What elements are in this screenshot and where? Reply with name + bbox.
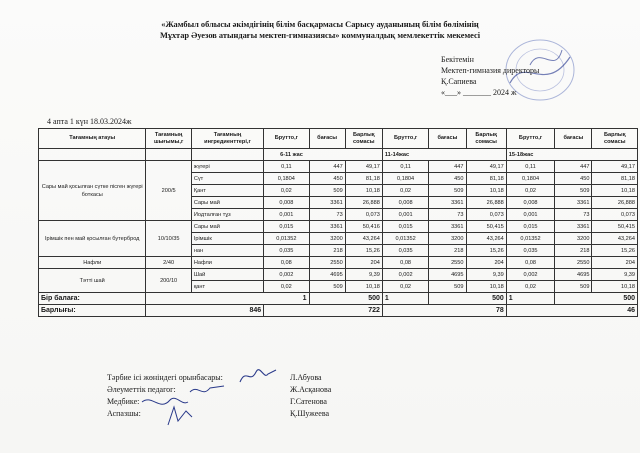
value-cell: 0,015 (506, 221, 555, 233)
value-cell: 0,11 (506, 161, 555, 173)
value-cell: 0,035 (382, 245, 428, 257)
value-cell: 73 (555, 209, 592, 221)
value-cell: 49,17 (466, 161, 506, 173)
header-line-1: «Жамбыл облысы әкімдігінің білім басқармасы Сарысу ауданының білім бөлімінің (161, 20, 479, 29)
dish-yield-cell: 200/10 (146, 269, 191, 293)
value-cell: 450 (555, 173, 592, 185)
total-value: 78 (382, 305, 506, 317)
value-cell: 10,18 (345, 281, 382, 293)
col-header: бағасы (309, 129, 345, 149)
value-cell: 0,01352 (382, 233, 428, 245)
total-row (39, 305, 638, 317)
col-header: Барлық сомасы (592, 129, 638, 149)
col-header: бағасы (555, 129, 592, 149)
table-row (39, 221, 638, 233)
dish-yield-cell: 2/40 (146, 257, 191, 269)
ingredient-cell: қант (191, 281, 263, 293)
ingredient-cell: жүгері (191, 161, 263, 173)
dish-name-cell: Ірімшік пен май қосылған бутерброд (39, 221, 146, 257)
total-value: 722 (264, 305, 383, 317)
approval-line-4: «___» _______ 2024 ж (441, 88, 517, 97)
value-cell: 450 (309, 173, 345, 185)
ingredient-cell: Шай (191, 269, 263, 281)
ingredient-cell: Иодталған тұз (191, 209, 263, 221)
value-cell: 50,416 (345, 221, 382, 233)
value-cell: 43,264 (592, 233, 638, 245)
value-cell: 0,02 (506, 185, 555, 197)
name-social-pedagog: Ж.Асқанова (290, 385, 332, 394)
header-line-2: Мұхтар Әуезов атындағы мектеп-гимназиясы» коммуналдық мемлекеттік мекемесі (159, 31, 481, 40)
value-cell: 0,035 (506, 245, 555, 257)
value-cell: 26,888 (345, 197, 382, 209)
value-cell: 0,08 (382, 257, 428, 269)
per-child-value: 500 (555, 293, 638, 305)
value-cell: 3361 (309, 221, 345, 233)
col-header: Тағамның шығымы,г (146, 129, 191, 149)
value-cell: 0,001 (506, 209, 555, 221)
value-cell: 43,264 (345, 233, 382, 245)
value-cell: 81,18 (466, 173, 506, 185)
col-header: Тағамның атауы (39, 129, 146, 149)
value-cell: 49,17 (592, 161, 638, 173)
table-row (39, 257, 638, 269)
value-cell: 0,001 (264, 209, 309, 221)
value-cell: 218 (429, 245, 466, 257)
value-cell: 81,18 (592, 173, 638, 185)
value-cell: 0,008 (382, 197, 428, 209)
menu-table (38, 128, 638, 317)
value-cell: 0,1804 (506, 173, 555, 185)
value-cell: 0,1804 (382, 173, 428, 185)
ingredient-cell: нан (191, 245, 263, 257)
value-cell: 10,18 (592, 281, 638, 293)
value-cell: 0,02 (382, 185, 428, 197)
value-cell: 3361 (555, 197, 592, 209)
value-cell: 509 (429, 185, 466, 197)
value-cell: 0,073 (345, 209, 382, 221)
ingredient-cell: Сары май (191, 221, 263, 233)
value-cell: 2550 (555, 257, 592, 269)
per-child-value: 1 (146, 293, 309, 305)
value-cell: 509 (555, 281, 592, 293)
value-cell: 10,18 (592, 185, 638, 197)
value-cell: 10,18 (345, 185, 382, 197)
table-header-row (39, 129, 638, 149)
value-cell: 49,17 (345, 161, 382, 173)
dish-name-cell: Сары май қосылған сүтке пісген жүгері боткасы (39, 161, 146, 221)
value-cell: 509 (555, 185, 592, 197)
value-cell: 15,26 (592, 245, 638, 257)
col-header: Барлық сомасы (466, 129, 506, 149)
age-group-label: 11-14жас (382, 149, 506, 161)
per-child-row (39, 293, 638, 305)
value-cell: 2550 (429, 257, 466, 269)
role-social-pedagog: Әлеуметтік педагог: (107, 385, 176, 394)
signature-names (290, 372, 331, 420)
value-cell: 509 (309, 185, 345, 197)
value-cell: 73 (429, 209, 466, 221)
value-cell: 4695 (555, 269, 592, 281)
value-cell: 509 (429, 281, 466, 293)
value-cell: 3361 (309, 197, 345, 209)
value-cell: 0,11 (264, 161, 309, 173)
value-cell: 0,08 (264, 257, 309, 269)
value-cell: 0,002 (382, 269, 428, 281)
value-cell: 0,002 (264, 269, 309, 281)
ingredient-cell: Сары май (191, 197, 263, 209)
role-cook: Аспазшы: (107, 409, 141, 418)
role-nurse: Медбике: (107, 397, 140, 406)
value-cell: 10,18 (466, 185, 506, 197)
value-cell: 204 (592, 257, 638, 269)
approval-line-3: Қ.Сапиева (441, 77, 477, 86)
dish-name-cell: Тәтті шай (39, 269, 146, 293)
value-cell: 3200 (309, 233, 345, 245)
value-cell: 0,002 (506, 269, 555, 281)
value-cell: 509 (309, 281, 345, 293)
total-label: Барлығы: (39, 305, 146, 317)
approval-line-1: Бекітемін (441, 55, 474, 64)
name-nurse: Г.Сатенова (290, 397, 327, 406)
value-cell: 0,073 (466, 209, 506, 221)
value-cell: 204 (345, 257, 382, 269)
value-cell: 0,035 (264, 245, 309, 257)
value-cell: 3361 (555, 221, 592, 233)
value-cell: 9,39 (466, 269, 506, 281)
value-cell: 0,015 (382, 221, 428, 233)
total-value: 846 (146, 305, 264, 317)
value-cell: 15,26 (466, 245, 506, 257)
name-deputy: Л.Абуова (290, 373, 322, 382)
role-deputy: Тәрбие ісі жөніндегі орынбасары: (107, 373, 223, 382)
value-cell: 0,02 (506, 281, 555, 293)
value-cell: 9,39 (592, 269, 638, 281)
value-cell: 0,073 (592, 209, 638, 221)
per-child-value: 500 (429, 293, 506, 305)
value-cell: 0,008 (506, 197, 555, 209)
value-cell: 447 (429, 161, 466, 173)
col-header: Тағамның ингредиенттері,г (191, 129, 263, 149)
col-header: Брутто,г (264, 129, 309, 149)
value-cell: 0,1804 (264, 173, 309, 185)
value-cell: 3200 (555, 233, 592, 245)
value-cell: 450 (429, 173, 466, 185)
value-cell: 26,888 (592, 197, 638, 209)
signature-1 (238, 366, 278, 386)
col-header: Брутто,г (382, 129, 428, 149)
per-child-label: Бір балаға: (39, 293, 146, 305)
value-cell: 73 (309, 209, 345, 221)
value-cell: 81,18 (345, 173, 382, 185)
age-group-label: 6-11 жас (264, 149, 383, 161)
ingredient-cell: Ірімшік (191, 233, 263, 245)
dish-yield-cell: 200/5 (146, 161, 191, 221)
value-cell: 3200 (429, 233, 466, 245)
dish-yield-cell: 10/10/35 (146, 221, 191, 257)
value-cell: 26,888 (466, 197, 506, 209)
value-cell: 0,01352 (264, 233, 309, 245)
name-cook: Қ.Шужеева (290, 409, 330, 418)
approval-line-2: Мектеп-гимназия директоры (441, 66, 540, 75)
table-row (39, 161, 638, 173)
table-row (39, 269, 638, 281)
value-cell: 4695 (429, 269, 466, 281)
value-cell: 204 (466, 257, 506, 269)
age-group-row (39, 149, 638, 161)
value-cell: 50,415 (466, 221, 506, 233)
ingredient-cell: Қант (191, 185, 263, 197)
value-cell: 0,015 (264, 221, 309, 233)
col-header: Барлық сомасы (345, 129, 382, 149)
value-cell: 447 (309, 161, 345, 173)
value-cell: 0,11 (382, 161, 428, 173)
signature-roles (107, 372, 223, 420)
week-day-line: 4 апта 1 күн 18.03.2024ж (47, 117, 132, 126)
value-cell: 218 (555, 245, 592, 257)
value-cell: 10,18 (466, 281, 506, 293)
value-cell: 9,39 (345, 269, 382, 281)
value-cell: 218 (309, 245, 345, 257)
value-cell: 43,264 (466, 233, 506, 245)
value-cell: 0,02 (264, 185, 309, 197)
value-cell: 3361 (429, 221, 466, 233)
value-cell: 0,02 (382, 281, 428, 293)
value-cell: 4695 (309, 269, 345, 281)
value-cell: 0,08 (506, 257, 555, 269)
value-cell: 0,008 (264, 197, 309, 209)
value-cell: 50,415 (592, 221, 638, 233)
value-cell: 447 (555, 161, 592, 173)
age-group-label: 15-18жас (506, 149, 637, 161)
value-cell: 2550 (309, 257, 345, 269)
dish-name-cell: Нафли (39, 257, 146, 269)
total-value: 46 (506, 305, 637, 317)
col-header: бағасы (429, 129, 466, 149)
ingredient-cell: Нафли (191, 257, 263, 269)
value-cell: 0,02 (264, 281, 309, 293)
per-child-value: 1 (382, 293, 428, 305)
per-child-value: 1 (506, 293, 555, 305)
value-cell: 0,001 (382, 209, 428, 221)
value-cell: 3361 (429, 197, 466, 209)
col-header: Брутто,г (506, 129, 555, 149)
ingredient-cell: Сүт (191, 173, 263, 185)
per-child-value: 500 (309, 293, 382, 305)
value-cell: 15,26 (345, 245, 382, 257)
value-cell: 0,01352 (506, 233, 555, 245)
